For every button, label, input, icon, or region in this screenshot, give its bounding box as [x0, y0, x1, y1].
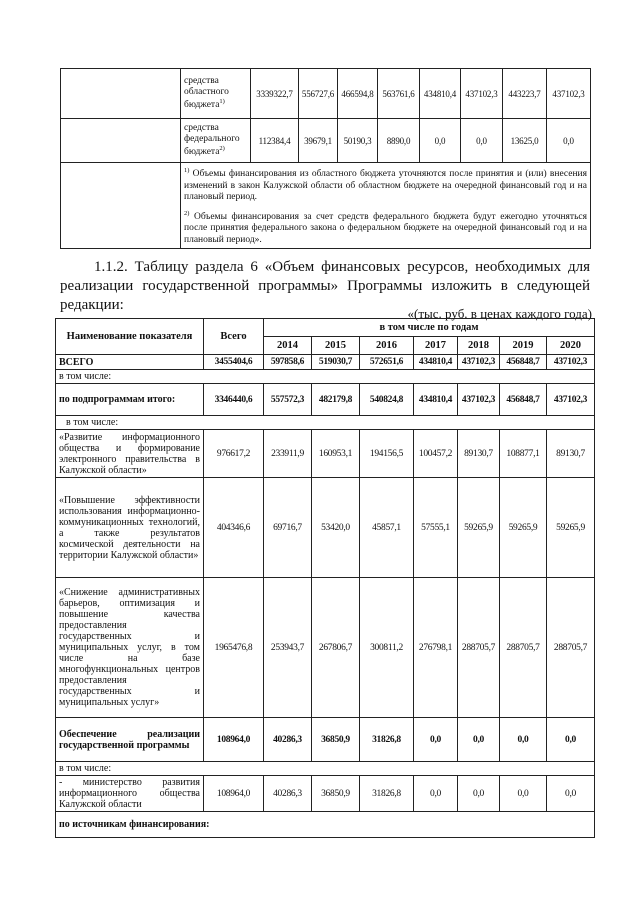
footnotes-cell	[181, 163, 591, 249]
year-value: 53420,0	[312, 478, 360, 578]
total-value: 976617,2	[204, 430, 264, 478]
top-table-blank-cell	[61, 69, 181, 119]
header-indicator-name: Наименование показателя	[56, 319, 204, 355]
source-label-text: средства федерального бюджета	[184, 123, 240, 158]
table-row	[56, 370, 595, 384]
year-value: 0,0	[414, 776, 458, 812]
top-table-blank-cell	[61, 163, 181, 249]
table-row	[56, 478, 595, 578]
year-value: 482179,8	[312, 384, 360, 416]
top-table-value: 434810,4	[420, 69, 461, 119]
year-value: 36850,9	[312, 776, 360, 812]
footnote	[184, 208, 587, 247]
top-table-footnotes-row	[61, 163, 591, 249]
header-year: 2019	[500, 337, 547, 355]
table-row	[56, 416, 595, 430]
top-table-source-label	[181, 69, 251, 119]
year-value: 69716,7	[264, 478, 312, 578]
indicator-name: «Развитие информационного общества и формирование электронного правительства в Калужской области»	[56, 430, 204, 478]
indicator-name: «Повышение эффективности использования информационно-коммуникационных технологий, а также результатов космической деятельности на территории Калужской области»	[56, 478, 204, 578]
year-value: 0,0	[458, 776, 500, 812]
table-row	[56, 355, 595, 370]
top-table-value: 112384,4	[251, 119, 299, 163]
footnote-mark: 1)	[184, 167, 190, 174]
amendment-text: 1.1.2. Таблицу раздела 6 «Объем финансовых ресурсов, необходимых для реализации государственной программы» Программы изложить в следующей редакции:	[60, 259, 590, 313]
indicator-name: по подпрограммам итого:	[56, 384, 204, 416]
year-value: 300811,2	[360, 578, 414, 718]
indicator-name: ВСЕГО	[56, 355, 204, 370]
year-value: 437102,3	[547, 384, 595, 416]
year-value: 160953,1	[312, 430, 360, 478]
indicator-name: Обеспечение реализации государственной программы	[56, 718, 204, 762]
header-year: 2018	[458, 337, 500, 355]
year-value: 89130,7	[547, 430, 595, 478]
year-value: 59265,9	[458, 478, 500, 578]
year-value: 59265,9	[547, 478, 595, 578]
indicator-name: «Снижение административных барьеров, оптимизация и повышение качества предоставления государственных и муниципальных услуг, в том числе на базе многофункциональных центров предоставления государственных и муниципальных услуг»	[56, 578, 204, 718]
year-value: 540824,8	[360, 384, 414, 416]
year-value: 456848,7	[500, 355, 547, 370]
year-value: 89130,7	[458, 430, 500, 478]
top-table-value: 437102,3	[461, 69, 503, 119]
year-value: 36850,9	[312, 718, 360, 762]
total-value: 108964,0	[204, 718, 264, 762]
year-value: 31826,8	[360, 718, 414, 762]
year-value: 194156,5	[360, 430, 414, 478]
year-value: 57555,1	[414, 478, 458, 578]
year-value: 100457,2	[414, 430, 458, 478]
year-value: 267806,7	[312, 578, 360, 718]
footnote-mark: 2)	[219, 145, 225, 153]
table-row	[56, 812, 595, 838]
table-row	[56, 430, 595, 478]
top-table-row	[61, 119, 591, 163]
top-table-value: 3339322,7	[251, 69, 299, 119]
total-value: 3455404,6	[204, 355, 264, 370]
indicator-name: - министерство развития информационного общества Калужской области	[56, 776, 204, 812]
header-total: Всего	[204, 319, 264, 355]
table-row	[56, 762, 595, 776]
top-table-value: 50190,3	[338, 119, 378, 163]
year-value: 0,0	[500, 776, 547, 812]
top-table-source-label	[181, 119, 251, 163]
year-value: 45857,1	[360, 478, 414, 578]
footnote-mark: 2)	[184, 209, 190, 217]
year-value: 288705,7	[458, 578, 500, 718]
header-year: 2016	[360, 337, 414, 355]
total-value: 108964,0	[204, 776, 264, 812]
table-row	[56, 718, 595, 762]
total-value: 1965476,8	[204, 578, 264, 718]
year-value: 0,0	[414, 718, 458, 762]
financial-resources-table	[55, 318, 595, 838]
header-year: 2014	[264, 337, 312, 355]
table-row	[56, 384, 595, 416]
year-value: 597858,6	[264, 355, 312, 370]
funding-sources-table-continued	[60, 68, 591, 249]
year-value: 0,0	[458, 718, 500, 762]
footnote-text: Объемы финансирования за счет средств федерального бюджета будут ежегодно уточняться после принятия федерального закона о федеральном бюджете на очередной финансовый год и на плановый период».	[184, 211, 587, 245]
year-value: 437102,3	[458, 355, 500, 370]
top-table-row	[61, 69, 591, 119]
table-row	[56, 578, 595, 718]
year-value: 557572,3	[264, 384, 312, 416]
year-value: 0,0	[500, 718, 547, 762]
year-value: 59265,9	[500, 478, 547, 578]
top-table-value: 443223,7	[503, 69, 547, 119]
source-label-text: средства областного бюджета	[184, 76, 229, 111]
top-table-value: 0,0	[547, 119, 591, 163]
footnote-text: Объемы финансирования из областного бюджета уточняются после принятия и (или) внесения изменений в закон Калужской области об областном бюджете на очередной финансовый год и на плановый период.	[184, 169, 587, 203]
section-label: в том числе:	[56, 416, 595, 430]
top-table-value: 437102,3	[547, 69, 591, 119]
top-table-value: 466594,8	[338, 69, 378, 119]
header-years-group: в том числе по годам	[264, 319, 595, 337]
year-value: 572651,6	[360, 355, 414, 370]
top-table-value: 0,0	[461, 119, 503, 163]
total-value: 404346,6	[204, 478, 264, 578]
top-table-blank-cell	[61, 119, 181, 163]
top-table-value: 563761,6	[378, 69, 420, 119]
year-value: 0,0	[547, 718, 595, 762]
year-value: 288705,7	[500, 578, 547, 718]
year-value: 519030,7	[312, 355, 360, 370]
header-year: 2020	[547, 337, 595, 355]
section-label: в том числе:	[56, 762, 595, 776]
year-value: 0,0	[547, 776, 595, 812]
header-row-group	[56, 319, 595, 337]
year-value: 276798,1	[414, 578, 458, 718]
year-value: 108877,1	[500, 430, 547, 478]
footnote	[184, 165, 587, 204]
year-value: 434810,4	[414, 384, 458, 416]
year-value: 434810,4	[414, 355, 458, 370]
year-value: 437102,3	[458, 384, 500, 416]
year-value: 288705,7	[547, 578, 595, 718]
footnote-mark: 1)	[219, 98, 225, 106]
top-table-value: 39679,1	[299, 119, 338, 163]
year-value: 40286,3	[264, 776, 312, 812]
top-table-value: 556727,6	[299, 69, 338, 119]
year-value: 253943,7	[264, 578, 312, 718]
header-year: 2017	[414, 337, 458, 355]
year-value: 456848,7	[500, 384, 547, 416]
header-year: 2015	[312, 337, 360, 355]
year-value: 31826,8	[360, 776, 414, 812]
units-note: «(тыс. руб. в ценах каждого года)	[407, 306, 592, 321]
year-value: 40286,3	[264, 718, 312, 762]
section-label: в том числе:	[56, 370, 595, 384]
year-value: 233911,9	[264, 430, 312, 478]
year-value: 437102,3	[547, 355, 595, 370]
table-row	[56, 776, 595, 812]
total-value: 3346440,6	[204, 384, 264, 416]
top-table-value: 8890,0	[378, 119, 420, 163]
top-table-value: 13625,0	[503, 119, 547, 163]
top-table-value: 0,0	[420, 119, 461, 163]
section-label: по источникам финансирования:	[56, 812, 595, 838]
